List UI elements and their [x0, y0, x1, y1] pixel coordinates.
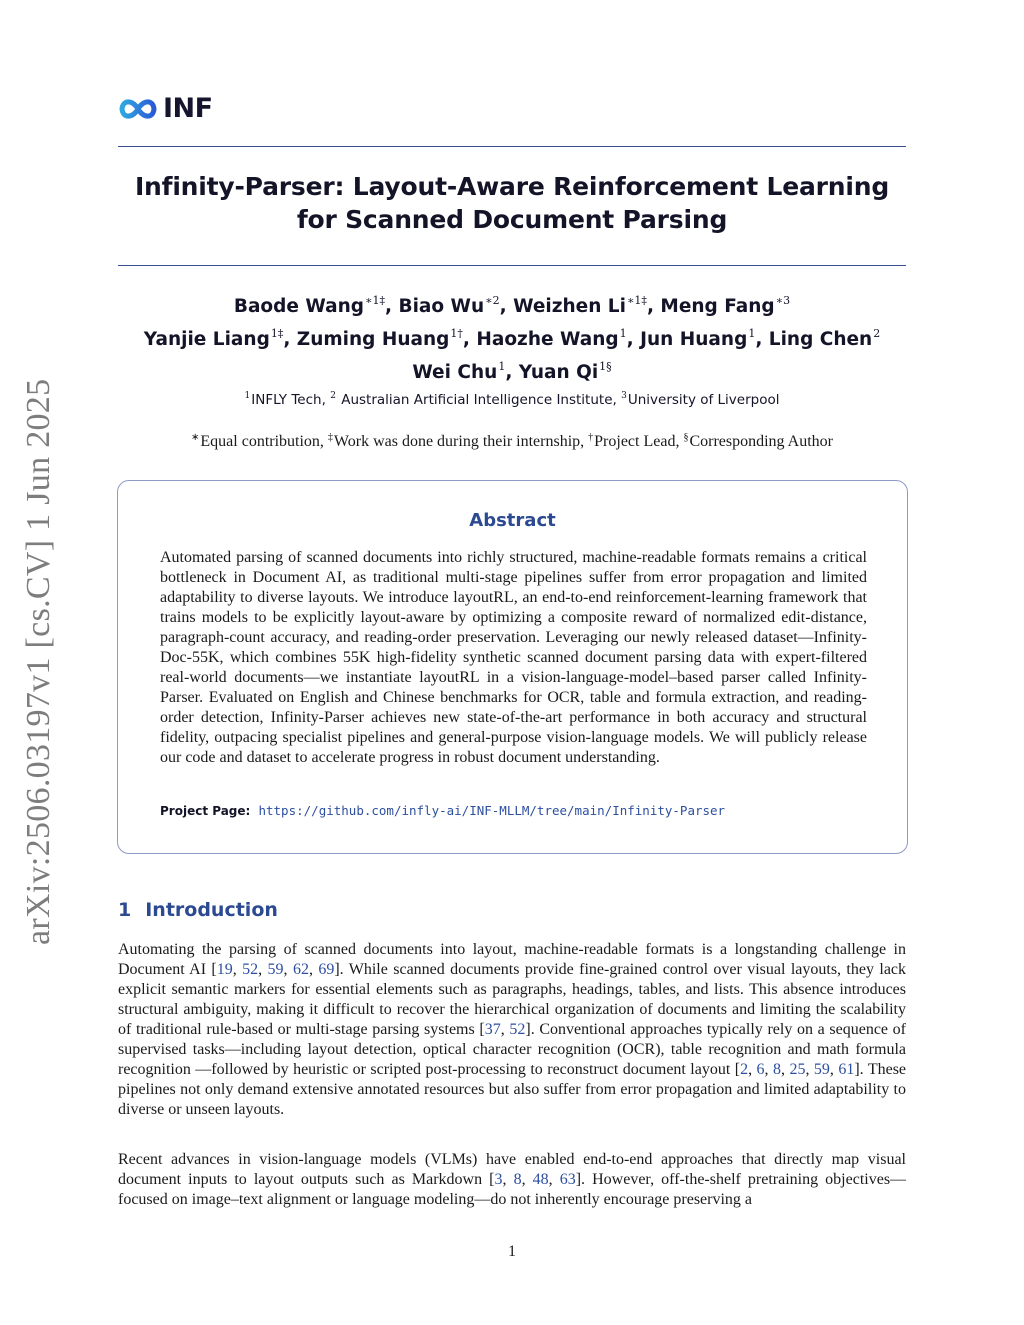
note-text: Equal contribution [200, 433, 320, 450]
note-text: Project Lead [594, 433, 676, 450]
paragraph-text: ]. However, off-the-shelf pretraining objectives—focused on image–text alignment or language modeling—do not inherently encourage preserving a [118, 1171, 907, 1208]
paragraph-text: , [805, 1061, 814, 1078]
citation-link[interactable]: 3 [494, 1171, 503, 1188]
author-line-2: Yanjie Liang$^{1\ddagger}$, Zuming Huang$^{1\dagger}$, Haozhe Wang$^1$, Jun Huang$^1$, Ling Chen$^2$ [143, 327, 881, 350]
author-name: Yanjie Liang [143, 329, 270, 350]
affil-sup: 3 [621, 391, 627, 401]
paragraph-text: , [232, 961, 243, 978]
title-line-1: Infinity-Parser: Layout-Aware Reinforcement Learning [134, 172, 890, 201]
section-heading-introduction [118, 899, 278, 921]
header-rule-top [118, 146, 906, 147]
affil-sup: 1 [244, 391, 251, 401]
author-sup: 1 [498, 360, 506, 373]
project-page-link[interactable]: https://github.com/infly-ai/INF-MLLM/tree/main/Infinity-Parser [258, 803, 726, 818]
intro-paragraph-1 [118, 940, 906, 1120]
abstract-body: Automated parsing of scanned documents into richly structured, machine-readable formats remains a critical bottleneck in Document AI, as traditional multi-stage pipelines suffer from error propagation and limited adaptability to diverse layouts. We introduce layoutRL, an end-to-end reinforcement-learning framework that trains models to be explicitly layout-aware by optimizing a composite reward of normalized edit-distance, paragraph-count accuracy, and reading-order preservation. Leveraging our newly released dataset—Infinity-Doc-55K, which combines 55K high-fidelity synthetic scanned document parsing data with expert-filtered real-world documents—we instantiate layoutRL in a vision-language-model–based parser called Infinity-Parser. Evaluated on English and Chinese benchmarks for OCR, table and formula extraction, and reading-order detection, Infinity-Parser achieves new state-of-the-art performance in both accuracy and structural fidelity, outpacing specialist pipelines and general-purpose vision-language models. We will publicly release our code and dataset to accelerate progress in robust document understanding. [160, 549, 867, 766]
author-name: Zuming Huang [296, 329, 450, 350]
paragraph-text: , [258, 961, 268, 978]
paragraph-text: , [502, 1171, 514, 1188]
citation-link[interactable]: 25 [789, 1061, 806, 1078]
paragraph-text: , [308, 961, 319, 978]
paragraph-text: , [764, 1061, 773, 1078]
citation-link[interactable]: 52 [509, 1021, 526, 1038]
section-title: Introduction [145, 899, 278, 921]
author-name: Biao Wu [398, 296, 485, 317]
affil-name: University of Liverpool [627, 392, 780, 408]
author-list [100, 290, 924, 389]
author-sup: ∗3 [775, 294, 791, 307]
paragraph-text: ]. These pipelines not only demand extensive annotated resources but also suffer from error propagation and limited adaptability to diverse or unseen layouts. [118, 1061, 907, 1118]
author-name: Jun Huang [640, 329, 748, 350]
abstract-box [117, 480, 908, 854]
paragraph-text: ]. Conventional approaches typically rely on a sequence of supervised tasks—including layout detection, optical character recognition (OCR), table recognition and math formula recognition —followed by heuristic or scripted post-processing to reconstruct document layout [ [118, 1021, 906, 1078]
citation-link[interactable]: 8 [772, 1061, 781, 1078]
paragraph-text: ]. While scanned documents provide fine-grained control over visual layouts, they lack explicit semantic markers for essential elements such as paragraphs, headings, tables, and lists. This absence introduces structural ambiguity, making it difficult to recover the hierarchical organization of documents and limiting the scalability of traditional rule-based or multi-stage parsing systems [ [118, 961, 907, 1038]
note-sup: § [683, 432, 689, 443]
affil-sup: 2 [330, 391, 336, 401]
citation-link[interactable]: 59 [267, 961, 284, 978]
author-name: Baode Wang [233, 296, 365, 317]
author-name: Ling Chen [768, 329, 873, 350]
affiliations: $^1$INFLY Tech, $^2$ Australian Artificial Intelligence Institute, $^3$University of Liverpool [244, 391, 780, 408]
paragraph-text: , [521, 1171, 533, 1188]
citation-link[interactable]: 59 [813, 1061, 830, 1078]
author-line-3: Wei Chu$^1$, Yuan $Qi^{1\S}$ [412, 360, 612, 383]
contribution-notes: ∗Equal contribution, ‡Work was done during their internship, †Project Lead, §Corresponding Author [191, 432, 833, 450]
author-sup: 1§ [599, 360, 612, 373]
author-name: Wei Chu [412, 362, 498, 383]
arxiv-identifier: arXiv:2506.03197v1 [cs.CV] 1 Jun 2025 [20, 378, 57, 945]
citation-link[interactable]: 69 [318, 961, 335, 978]
citation-link[interactable]: 61 [838, 1061, 855, 1078]
paragraph-text: , [548, 1171, 560, 1188]
citation-link[interactable]: 2 [740, 1061, 749, 1078]
author-line-1: Baode Wang$^{∗1\ddagger}$, Biao $Wu^{∗2}$, Weizhen $Li^{∗1\ddagger}$, Meng Fang$^{∗3}$ [233, 294, 791, 317]
citation-link[interactable]: 63 [559, 1171, 576, 1188]
author-sup: 1 [748, 327, 756, 340]
paragraph-text: , [829, 1061, 839, 1078]
infinity-icon [118, 94, 158, 124]
logo-text: INF [163, 93, 213, 124]
intro-paragraph-2 [118, 1150, 906, 1210]
author-name: Meng Fang [660, 296, 775, 317]
page-number: 1 [508, 1243, 516, 1260]
citation-link[interactable]: 62 [292, 961, 309, 978]
citation-link[interactable]: 8 [513, 1171, 522, 1188]
title-line-2: for Scanned Document Parsing [296, 205, 728, 234]
author-name: Yuan Qi [518, 362, 599, 383]
note-sup: ‡ [327, 432, 333, 443]
note-text: Work was done during their internship [333, 433, 581, 450]
author-sup: 2 [873, 327, 881, 340]
paragraph-text: , [780, 1061, 790, 1078]
author-sup: 1‡ [270, 327, 284, 340]
author-name: Haozhe Wang [476, 329, 619, 350]
project-page-label: Project Page: [160, 804, 251, 818]
citation-link[interactable]: 19 [216, 961, 233, 978]
citation-link[interactable]: 48 [532, 1171, 549, 1188]
note-sup: † [588, 432, 594, 443]
paragraph-text: , [283, 961, 293, 978]
author-sup: ∗2 [485, 294, 500, 307]
citation-link[interactable]: 37 [484, 1021, 501, 1038]
paragraph-text: , [748, 1061, 757, 1078]
citation-link[interactable]: 6 [756, 1061, 765, 1078]
paper-title [100, 170, 924, 236]
abstract-heading: Abstract [469, 510, 556, 531]
author-sup: ∗1‡ [365, 294, 385, 307]
section-number: 1 [118, 899, 132, 921]
project-page-line [160, 803, 725, 819]
header-rule-bottom [118, 265, 906, 266]
inf-logo [118, 93, 213, 124]
author-name: Weizhen Li [513, 296, 626, 317]
note-sup: ∗ [191, 432, 200, 443]
affil-name: Australian Artificial Intelligence Institute [341, 392, 613, 408]
affil-name: INFLY Tech [251, 392, 322, 408]
paragraph-text: Automating the parsing of scanned documents into layout, machine-readable formats is a longstanding challenge in Document AI [ [118, 941, 906, 978]
citation-link[interactable]: 52 [242, 961, 259, 978]
author-sup: ∗1‡ [626, 294, 647, 307]
author-sup: 1† [450, 327, 463, 340]
paragraph-text: , [500, 1021, 510, 1038]
note-text: Corresponding Author [689, 433, 833, 450]
author-sup: 1 [619, 327, 627, 340]
paragraph-text: Recent advances in vision-language models (VLMs) have enabled end-to-end approaches that directly map visual document inputs to layout outputs such as Markdown [ [118, 1151, 906, 1188]
